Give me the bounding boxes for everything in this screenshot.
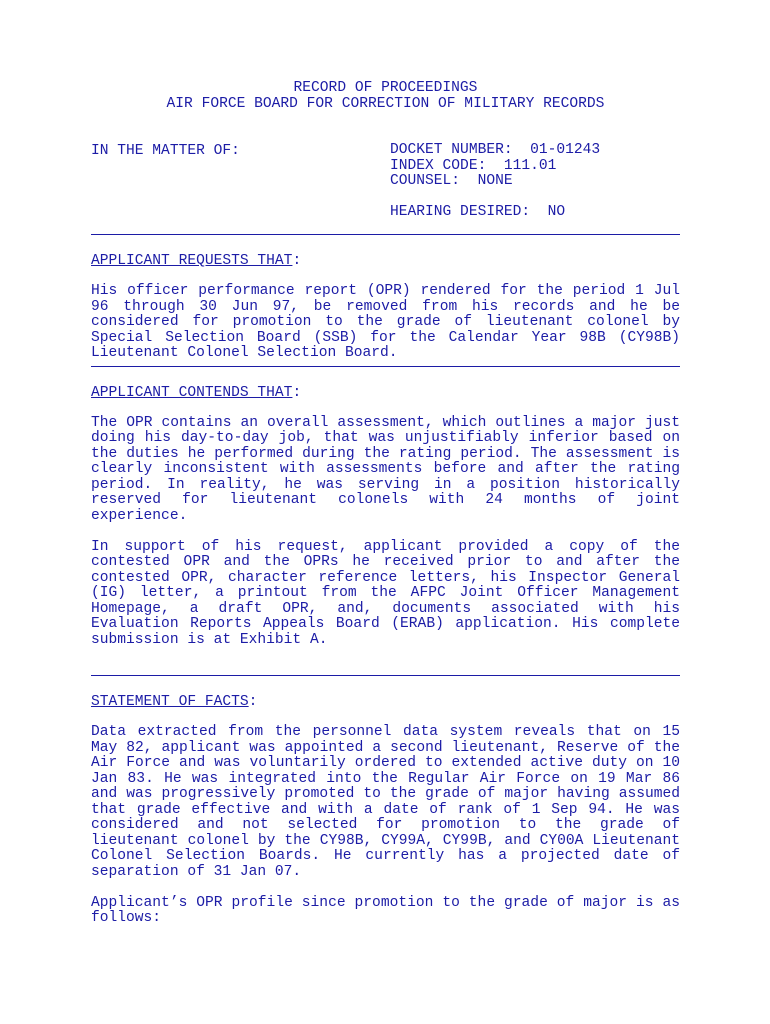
heading-colon: : [292, 253, 302, 269]
board-name: AIR FORCE BOARD FOR CORRECTION OF MILITARY RECORDS [166, 96, 605, 112]
requests-paragraph: His officer performance report (OPR) rendered for the period 1 Jul 96 through 30 Jun 97, be removed from his records and he be considered for promotion to the grade of lieutenant colonel by Special Selection Board (SSB) for the Calendar Year 98B (CY98B) Lieutenant Colonel Selection Board. [91, 283, 680, 361]
contends-paragraph-1: The OPR contains an overall assessment, which outlines a major just doing his day-to-day job, that was unjustifiably inferior based on the duties he performed during the rating period. The assessment is clearly inconsistent with assessments before and after the rating period. In reality, he was serving in a position historically reserved for lieutenant colonels with 24 months of joint experience. [91, 414, 680, 524]
section-divider [91, 675, 680, 676]
facts-heading-text: STATEMENT OF FACTS [91, 694, 249, 710]
requests-heading [91, 253, 680, 269]
section-divider [91, 366, 680, 367]
matter-label: IN THE MATTER OF: [91, 143, 240, 159]
case-details [390, 143, 600, 221]
document-page [91, 80, 680, 927]
facts-heading [91, 694, 680, 710]
heading-colon: : [248, 694, 258, 710]
document-title: RECORD OF PROCEEDINGS [293, 80, 478, 96]
contends-heading-text: APPLICANT CONTENDS THAT [91, 384, 293, 401]
facts-paragraph-1: Data extracted from the personnel data system reveals that on 15 May 82, applicant was appointed a second lieutenant, Reserve of the Air Force and was voluntarily ordered to extended active duty on 10 Jan 83. He was integrated into the Regular Air Force on 19 Mar 86 and was progressively promoted to the grade of major having assumed that grade effective and with a date of rank of 1 Sep 94. He was considered and not selected for promotion to the grade of lieutenant colonel by the CY98B, CY99A, CY99B, and CY00A Lieutenant Colonel Selection Boards. He currently has a projected date of separation of 31 Jan 07. [91, 724, 680, 880]
hearing-desired: HEARING DESIRED: NO [390, 204, 566, 220]
section-divider [91, 234, 680, 235]
requests-heading-text: APPLICANT REQUESTS THAT [91, 253, 293, 269]
index-code: INDEX CODE: 111.01 [390, 157, 557, 174]
contends-heading [91, 385, 680, 401]
docket-number: DOCKET NUMBER: 01-01243 [390, 142, 601, 158]
matter-block [91, 143, 680, 221]
heading-colon: : [292, 384, 302, 401]
facts-paragraph-2: Applicant’s OPR profile since promotion to the grade of major is as follows: [91, 894, 680, 926]
counsel: COUNSEL: NONE [390, 173, 513, 189]
contends-paragraph-2: In support of his request, applicant provided a copy of the contested OPR and the OPRs he received prior to and after the contested OPR, character reference letters, his Inspector General (IG) letter, a printout from the AFPC Joint Officer Management Homepage, a draft OPR, and, documents associated with his Evaluation Reports Appeals Board (ERAB) application. His complete submission is at Exhibit A. [91, 538, 680, 648]
